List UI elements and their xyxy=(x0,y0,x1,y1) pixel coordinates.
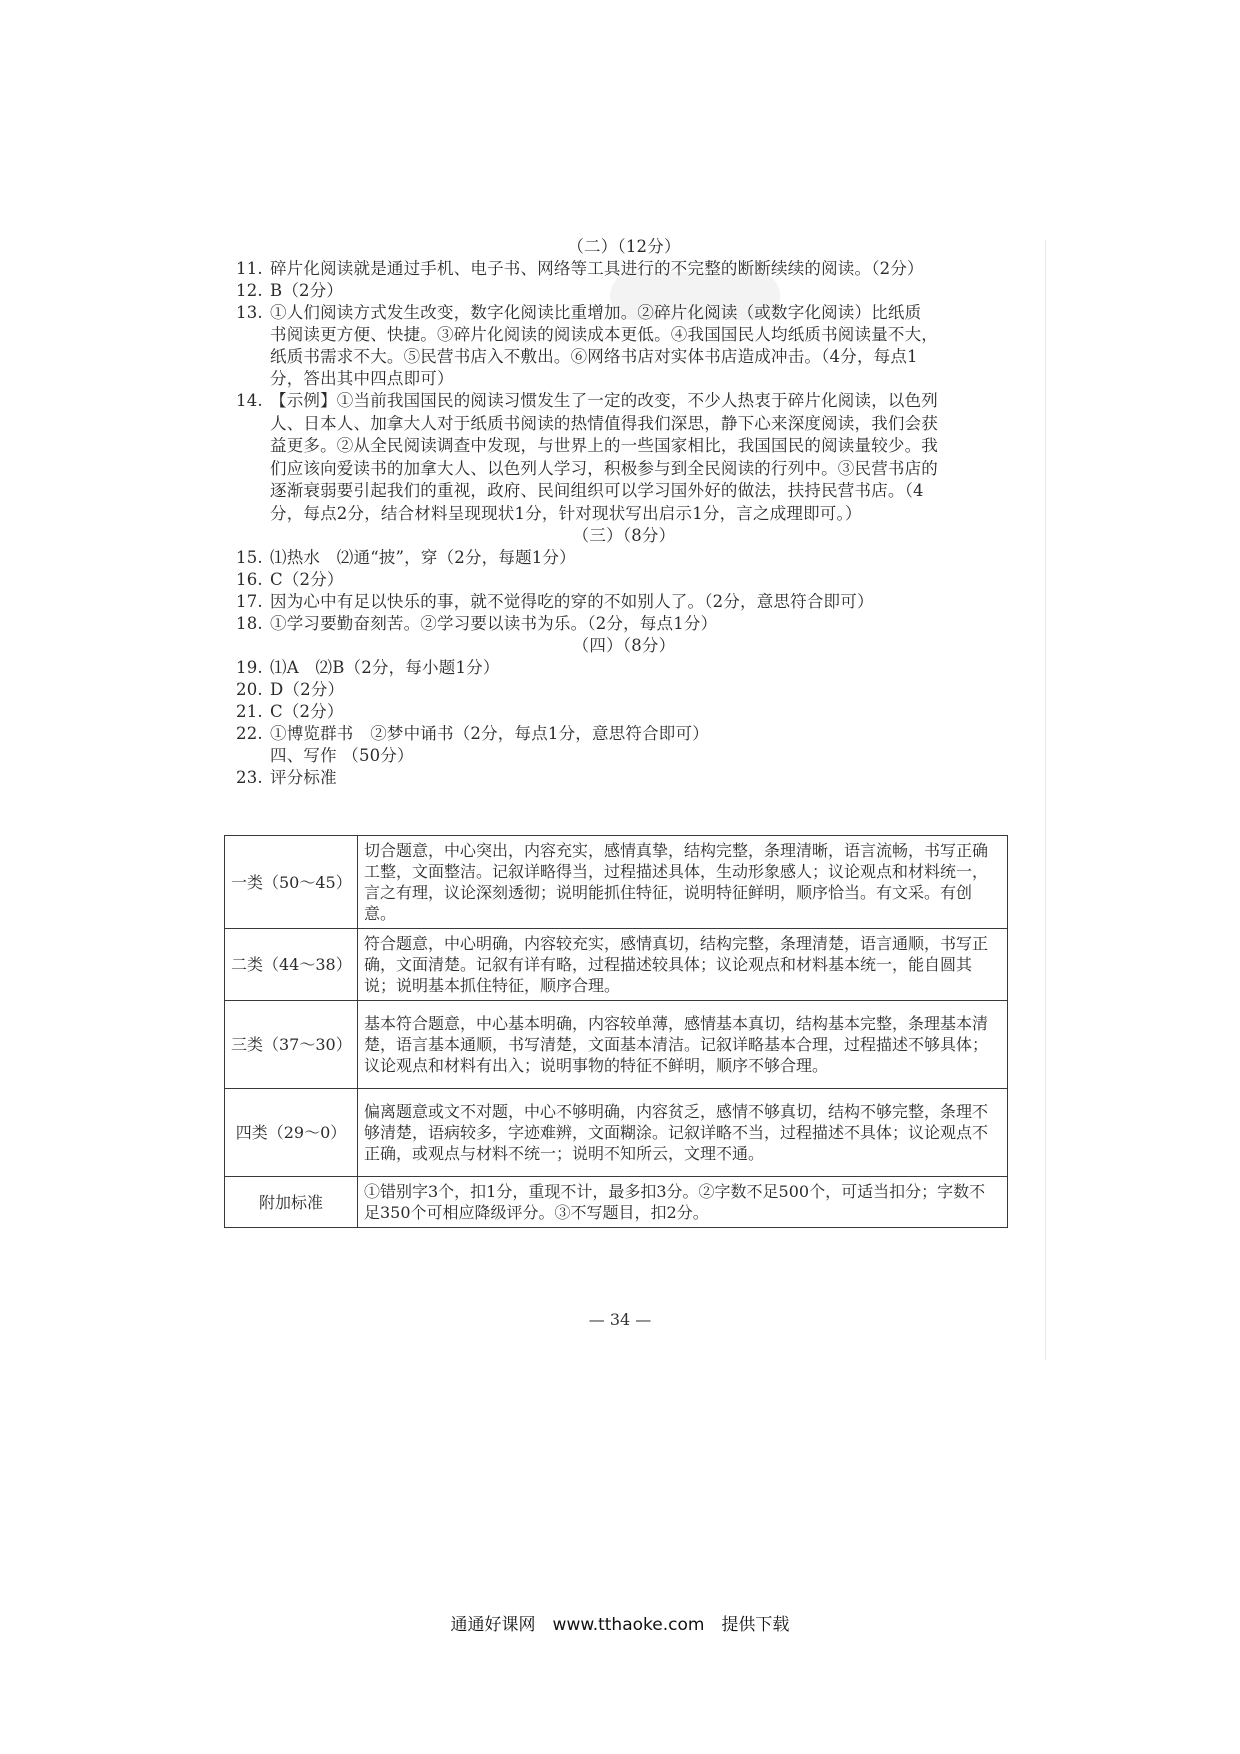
answer-20-text: D（2分） xyxy=(270,680,345,699)
answer-14-line: 人、日本人、加拿大人对于纸质书阅读的热情值得我们深思，静下心来深度阅读，我们会获 xyxy=(270,413,938,433)
answer-11-number: 11. xyxy=(236,259,263,278)
answer-20 xyxy=(236,679,1012,701)
rubric-row xyxy=(225,929,1008,1001)
answer-14 xyxy=(236,390,1012,525)
answer-13-line: ①人们阅读方式发生改变，数字化阅读比重增加。②碎片化阅读（或数字化阅读）比纸质 xyxy=(270,303,922,322)
rubric-row xyxy=(225,1001,1008,1089)
rubric-grade: 附加标准 xyxy=(225,1177,358,1228)
answer-13-line: 书阅读更方便、快捷。③碎片化阅读的阅读成本更低。④我国国民人均纸质书阅读量不大， xyxy=(270,325,938,344)
answer-23 xyxy=(236,767,1012,789)
scoring-rubric-table xyxy=(224,835,1008,1228)
answer-23-number: 23. xyxy=(236,768,263,787)
answer-21 xyxy=(236,701,1012,723)
answer-11 xyxy=(236,258,1012,280)
rubric-row xyxy=(225,1089,1008,1177)
rubric-criteria: ①错别字3个，扣1分，重现不计，最多扣3分。②字数不足500个，可适当扣分；字数不足350个可相应降级评分。③不写题目，扣2分。 xyxy=(358,1177,1008,1228)
answer-15 xyxy=(236,547,1012,569)
rubric-criteria: 基本符合题意，中心基本明确，内容较单薄，感情基本真切，结构基本完整，条理基本清楚，语言基本通顺，书写清楚，文面基本清洁。记叙详略基本合理，过程描述不够具体；议论观点和材料有出入；说明事物的特征不鲜明，顺序不够合理。 xyxy=(358,1001,1008,1089)
rubric-row xyxy=(225,1177,1008,1228)
section-2-heading: （二）（12分） xyxy=(567,237,681,256)
answer-key-content xyxy=(236,236,1012,789)
section-3-heading: （三）（8分） xyxy=(572,526,676,545)
answer-19 xyxy=(236,657,1012,679)
writing-section-heading: 四、写作 （50分） xyxy=(270,746,414,765)
answer-12 xyxy=(236,280,1012,302)
answer-18-number: 18. xyxy=(236,614,263,633)
rubric-criteria: 偏离题意或文不对题，中心不够明确，内容贫乏，感情不够真切，结构不够完整，条理不够清楚，语病较多，字迹难辨，文面糊涂。记叙详略不当，过程描述不具体；议论观点不正确，或观点与材料不统一；说明不知所云，文理不通。 xyxy=(358,1089,1008,1177)
rubric-criteria: 切合题意，中心突出，内容充实，感情真挚，结构完整，条理清晰，语言流畅，书写正确工整，文面整洁。记叙详略得当，过程描述具体，生动形象感人；议论观点和材料统一，言之有理，议论深刻透彻；说明能抓住特征，说明特征鲜明，顺序恰当。有文采。有创意。 xyxy=(358,836,1008,929)
answer-15-number: 15. xyxy=(236,548,263,567)
answer-22-text: ①博览群书 ②梦中诵书（2分，每点1分，意思符合即可） xyxy=(270,724,709,743)
answer-16-text: C（2分） xyxy=(270,570,344,589)
answer-22 xyxy=(236,723,1012,745)
download-footer: 通通好课网 www.tthaoke.com 提供下载 xyxy=(450,1615,790,1635)
answer-16-number: 16. xyxy=(236,570,263,589)
answer-13-line: 分，答出其中四点即可） xyxy=(270,369,454,388)
answer-11-text: 碎片化阅读就是通过手机、电子书、网络等工具进行的不完整的断断续续的阅读。（2分） xyxy=(270,259,924,278)
answer-19-text: ⑴A ⑵B（2分，每小题1分） xyxy=(270,658,500,677)
answer-14-number: 14. xyxy=(236,391,263,410)
rubric-criteria: 符合题意，中心明确，内容较充实，感情真切，结构完整，条理清楚，语言通顺，书写正确，文面清楚。记叙有详有略，过程描述较具体；议论观点和材料基本统一，能自圆其说；说明基本抓住特征，顺序合理。 xyxy=(358,929,1008,1001)
page-number: — 34 — xyxy=(588,1310,652,1329)
answer-13 xyxy=(236,302,1012,390)
answer-17 xyxy=(236,591,1012,613)
rubric-grade: 四类（29～0） xyxy=(225,1089,358,1177)
answer-14-line: 逐渐衰弱要引起我们的重视，政府、民间组织可以学习国外好的做法，扶持民营书店。（4 xyxy=(270,481,924,500)
section-4-heading: （四）（8分） xyxy=(572,636,676,655)
answer-20-number: 20. xyxy=(236,680,263,699)
scan-edge-shadow xyxy=(1045,240,1046,1360)
answer-14-line: 【示例】①当前我国国民的阅读习惯发生了一定的改变，不少人热衷于碎片化阅读，以色列 xyxy=(270,391,938,410)
rubric-grade: 二类（44～38） xyxy=(225,929,358,1001)
rubric-grade: 三类（37～30） xyxy=(225,1001,358,1089)
answer-18-text: ①学习要勤奋刻苦。②学习要以读书为乐。（2分，每点1分） xyxy=(270,614,718,633)
answer-21-number: 21. xyxy=(236,702,263,721)
answer-14-line: 分，每点2分，结合材料呈现现状1分，针对现状写出启示1分，言之成理即可。） xyxy=(270,503,862,523)
answer-12-text: B（2分） xyxy=(270,281,344,300)
answer-12-number: 12. xyxy=(236,281,263,300)
answer-13-line: 纸质书需求不大。⑤民营书店入不敷出。⑥网络书店对实体书店造成冲击。（4分，每点1 xyxy=(270,347,918,366)
rubric-grade: 一类（50～45） xyxy=(225,836,358,929)
answer-17-number: 17. xyxy=(236,592,263,611)
answer-18 xyxy=(236,613,1012,635)
answer-23-text: 评分标准 xyxy=(270,768,337,787)
answer-14-line: 益更多。②从全民阅读调查中发现，与世界上的一些国家相比，我国国民的阅读量较少。我 xyxy=(270,436,938,455)
answer-21-text: C（2分） xyxy=(270,702,344,721)
answer-16 xyxy=(236,569,1012,591)
answer-22-number: 22. xyxy=(236,724,263,743)
answer-19-number: 19. xyxy=(236,658,263,677)
answer-14-line: 们应该向爱读书的加拿大人、以色列人学习，积极参与到全民阅读的行列中。③民营书店的 xyxy=(270,458,938,478)
rubric-row xyxy=(225,836,1008,929)
answer-15-text: ⑴热水 ⑵通“披”，穿（2分，每题1分） xyxy=(270,548,576,567)
answer-13-number: 13. xyxy=(236,303,263,322)
answer-17-text: 因为心中有足以快乐的事，就不觉得吃的穿的不如别人了。（2分，意思符合即可） xyxy=(270,592,874,611)
